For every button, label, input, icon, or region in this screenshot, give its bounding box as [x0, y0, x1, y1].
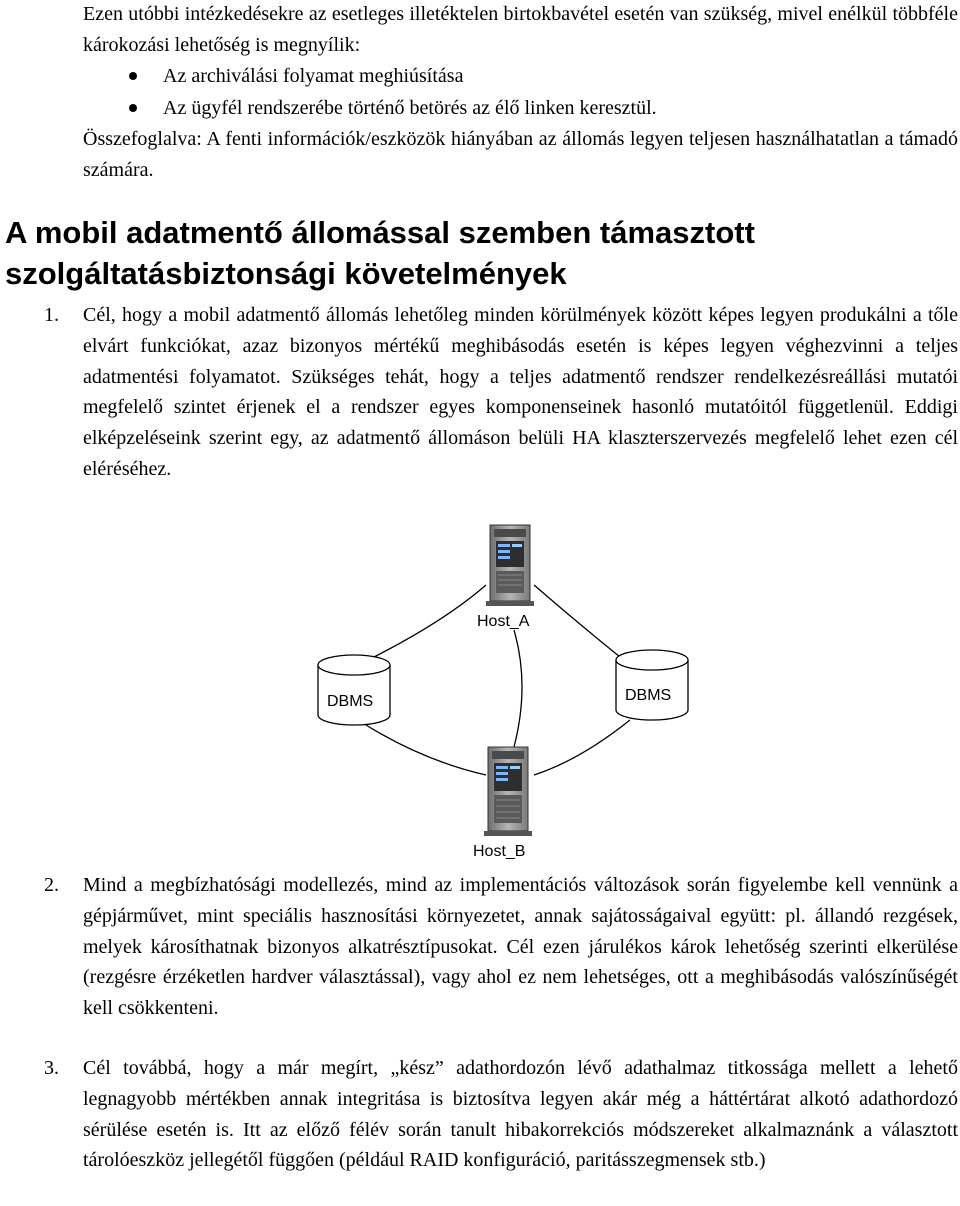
item-number: 3. — [44, 1057, 59, 1079]
server-icon — [484, 747, 532, 836]
requirement-item: Cél továbbá, hogy a már megírt, „kész” adathordozón lévő adathalmaz titkossága mellett a lehető legnagyobb mértékben annak integritása is biztosítva legyen akár még a háttértárat alkotó adathordozó sérülése esetén is. Itt az előző félév során tanult hibakorrekciós módszereket alkalmaznánk a választott tárolóeszköz jellegétől függően (például RAID konfiguráció, paritásszegmensek stb.) — [83, 1057, 958, 1172]
bullet-icon — [129, 104, 137, 112]
item-number: 2. — [44, 874, 59, 896]
summary-paragraph: Összefoglalva: A fenti információk/eszközök hiányában az állomás legyen teljesen használhatatlan a támadó számára. — [83, 128, 958, 181]
list-item — [83, 60, 958, 92]
item-number: 1. — [44, 304, 59, 326]
list-item — [83, 92, 958, 124]
intro-paragraph: Ezen utóbbi intézkedésekre az esetleges illetéktelen birtokbavétel esetén van szükség, mivel enélkül többféle károkozási lehetőség is megnyílik: — [83, 3, 958, 56]
link-dbmsleft-hostb — [358, 720, 486, 775]
link-hosta-dbmsright — [534, 585, 630, 665]
section-heading: A mobil adatmentő állomással szemben támasztott szolgáltatásbiztonsági követelmények — [5, 215, 755, 291]
requirement-item: Cél, hogy a mobil adatmentő állomás lehetőleg minden körülmények között képes legyen produkálni a tőle elvárt funkciókat, azaz bizonyos mértékű meghibásodás esetén is képes legyen véghezvinni a teljes adatmentési folyamatot. Szükséges tehát, hogy a teljes adatmentő rendszer rendelkezésreállási mutatói megfelelő szintet érjenek el a rendszer egyes komponenseinek hasonló mutatóitól függetlenül. Eddigi elképzeléseink szerint egy, az adatmentő állomáson belüli HA klaszterszervezés megfelelő lehet ezen cél eléréséhez. — [83, 304, 958, 480]
link-hosta-hostb — [514, 630, 522, 747]
server-icon — [486, 525, 534, 606]
host-b-label: Host_B — [473, 843, 526, 860]
bullet-text: Az archiválási folyamat meghiúsítása — [163, 65, 464, 87]
database-icon — [318, 655, 390, 725]
requirement-item: Mind a megbízhatósági modellezés, mind az implementációs változások során figyelembe kell vennünk a gépjárművet, mint speciális hasznosítási környezetet, annak sajátosságaival együtt: pl. állandó rezgések, melyek károsíthatnak bizonyos alkatrésztípusokat. Cél ezen járulékos károk lehetőség szerinti elkerülése (rezgésre érzéketlen hardver választással), vagy ahol ez nem lehetséges, ott a meghibásodás valószínűségét kell csökkenteni. — [83, 874, 958, 1020]
link-dbmsright-hostb — [534, 720, 630, 775]
bullet-text: Az ügyfél rendszerébe történő betörés az élő linken keresztül. — [163, 97, 657, 119]
architecture-diagram — [300, 515, 720, 865]
dbms-right-label: DBMS — [625, 687, 672, 704]
database-icon — [616, 650, 688, 720]
bullet-list — [83, 60, 958, 124]
bullet-icon — [129, 72, 137, 80]
link-hosta-dbmsleft — [358, 585, 486, 665]
dbms-left-label: DBMS — [327, 693, 374, 710]
diagram-canvas — [300, 515, 720, 865]
host-a-label: Host_A — [477, 613, 530, 630]
